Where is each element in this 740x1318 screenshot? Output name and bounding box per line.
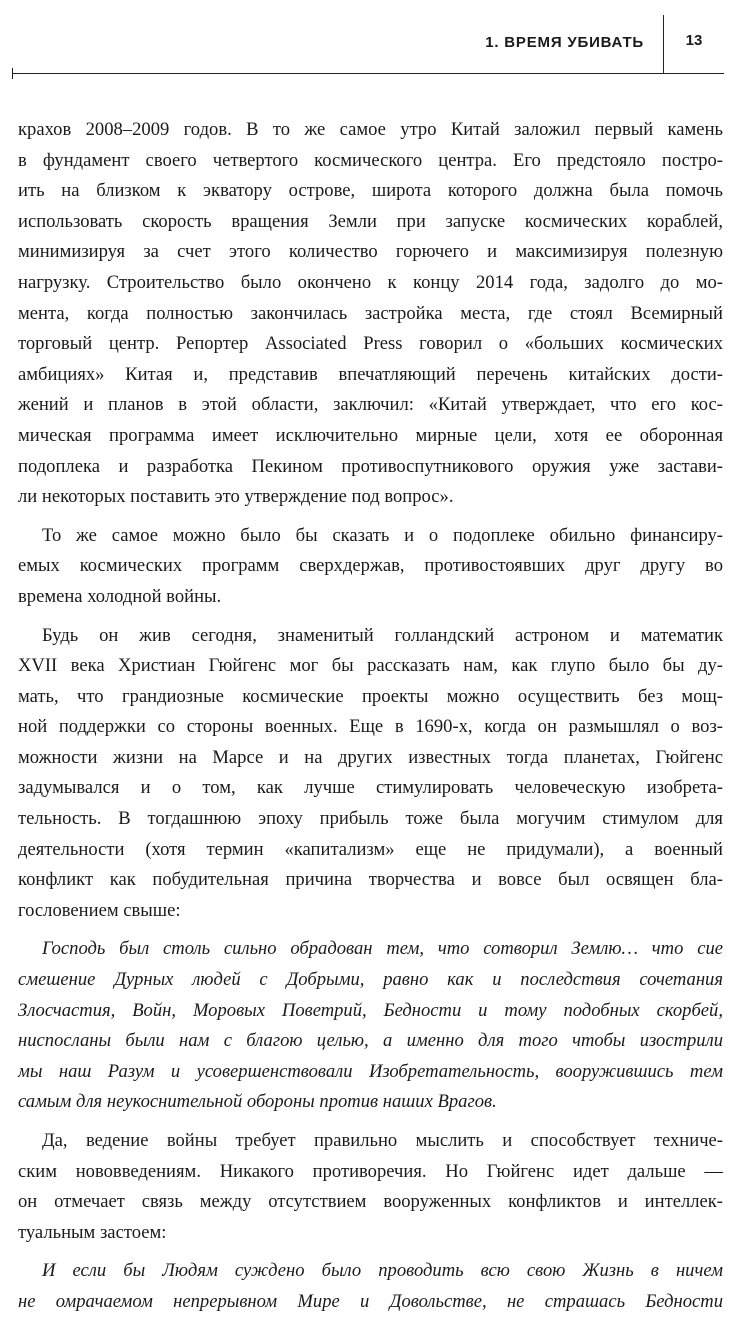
text-line: не омрачаемом непрерывном Мире и Довольстве, не страшась Бедности bbox=[18, 1290, 723, 1312]
text-line: минимизируя за счет этого количество горючего и максимизируя полезную bbox=[18, 241, 723, 263]
running-head bbox=[0, 0, 740, 80]
text-line: амбициях» Китая и, представив впечатляющий перечень китайских дости- bbox=[18, 363, 723, 385]
header-rule-tick bbox=[12, 68, 13, 79]
text-line: туальным застоем: bbox=[18, 1221, 167, 1243]
page-body bbox=[18, 115, 723, 1318]
text-line: времена холодной войны. bbox=[18, 585, 222, 607]
text-line: Злосчастия, Войн, Моровых Поветрий, Бедности и тому подобных скорбей, bbox=[18, 999, 723, 1021]
text-line: И если бы Людям суждено было проводить всю свою Жизнь в ничем bbox=[42, 1260, 723, 1282]
text-line: Будь он жив сегодня, знаменитый голландский астроном и математик bbox=[42, 624, 723, 646]
text-line: он отмечает связь между отсутствием вооруженных конфликтов и интеллек- bbox=[18, 1191, 723, 1213]
text-line: самым для неукоснительной обороны против наших Врагов. bbox=[18, 1091, 497, 1113]
text-line: можности жизни на Марсе и на других известных тогда планетах, Гюйгенс bbox=[18, 746, 723, 768]
paragraph bbox=[18, 115, 723, 513]
paragraph-gap bbox=[18, 513, 723, 521]
text-line: Господь был столь сильно обрадован тем, что сотворил Землю… что сие bbox=[42, 938, 723, 960]
paragraph-gap bbox=[18, 613, 723, 621]
text-line: мическая программа имеет исключительно мирные цели, хотя ее оборонная bbox=[18, 424, 723, 446]
text-line: Да, ведение войны требует правильно мыслить и способствует техниче- bbox=[42, 1130, 723, 1151]
text-line: ли некоторых поставить это утверждение под вопрос». bbox=[18, 486, 454, 508]
paragraph bbox=[18, 1126, 723, 1248]
text-line: деятельности (хотя термин «капитализм» еще не придумали), а военный bbox=[18, 838, 723, 860]
paragraph bbox=[18, 521, 723, 613]
text-line: в фундамент своего четвертого космического центра. Его предстояло постро- bbox=[18, 149, 723, 171]
page-number: 13 bbox=[685, 32, 703, 49]
text-line: мать, что грандиозные космические проекты можно осуществить без мощ- bbox=[18, 685, 723, 707]
text-line: конфликт как побудительная причина творчества и вовсе был освящен бла- bbox=[18, 869, 723, 891]
text-line: тельность. В тогдашнюю эпоху прибыль тоже была могучим стимулом для bbox=[18, 808, 723, 830]
block-quote bbox=[18, 934, 723, 1118]
block-quote bbox=[18, 1256, 723, 1317]
paragraph bbox=[18, 621, 723, 927]
text-line: нагрузку. Строительство было окончено к концу 2014 года, задолго до мо- bbox=[18, 271, 723, 293]
text-line: XVII века Христиан Гюйгенс мог бы рассказать нам, как глупо было бы ду- bbox=[18, 655, 723, 677]
text-line: крахов 2008–2009 годов. В то же самое утро Китай заложил первый камень bbox=[18, 119, 723, 140]
text-line: мента, когда полностью закончилась застройка места, где стоял Всемирный bbox=[18, 302, 723, 324]
text-line: То же самое можно было бы сказать и о подоплеке обильно финансиру- bbox=[42, 524, 723, 546]
chapter-title: 1. ВРЕМЯ УБИВАТЬ bbox=[485, 34, 644, 51]
text-line: смешение Дурных людей с Добрыми, равно как и последствия сочетания bbox=[18, 969, 723, 991]
text-line: торговый центр. Репортер Associated Press говорил о «больших космических bbox=[18, 333, 723, 355]
text-line: гословением свыше: bbox=[18, 899, 181, 921]
text-line: жений и планов в этой области, заключил: «Китай утверждает, что его кос- bbox=[18, 394, 723, 416]
header-horizontal-rule bbox=[12, 73, 724, 74]
text-line: ниспосланы были нам с благою целью, а именно для того чтобы изострили bbox=[18, 1030, 723, 1052]
header-vertical-rule bbox=[663, 15, 664, 73]
text-line: ить на близком к экватору острове, широта которого должна была помочь bbox=[18, 180, 723, 202]
text-line: емых космических программ сверхдержав, противостоявших друг другу во bbox=[18, 555, 723, 577]
text-line: мы наш Разум и усовершенствовали Изобретательность, вооружившись тем bbox=[18, 1060, 723, 1082]
paragraph-gap bbox=[18, 1248, 723, 1256]
paragraph-gap bbox=[18, 926, 723, 934]
paragraph-gap bbox=[18, 1118, 723, 1126]
text-line: ским нововведениям. Никакого противоречия. Но Гюйгенс идет дальше — bbox=[18, 1160, 723, 1182]
text-line: подоплека и разработка Пекином противоспутникового оружия уже застави- bbox=[18, 455, 723, 477]
text-line: использовать скорость вращения Земли при запуске космических кораблей, bbox=[18, 210, 723, 232]
text-line: ной поддержки со стороны военных. Еще в 1690-х, когда он размышлял о воз- bbox=[18, 716, 723, 738]
text-line: задумывался и о том, как лучше стимулировать человеческую изобрета- bbox=[18, 777, 723, 799]
